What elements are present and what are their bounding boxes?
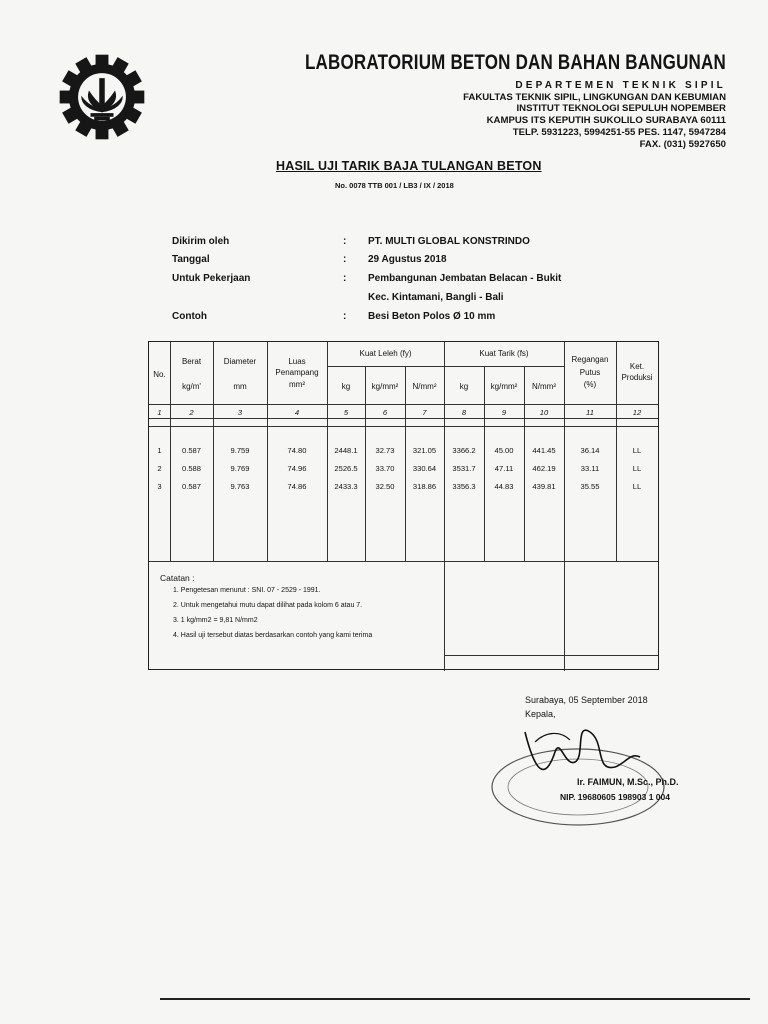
header-ket: Ket. (629, 362, 645, 371)
table-cell: 74.86 (287, 482, 307, 491)
header-berat: Berat (181, 357, 202, 366)
sender-label: Dikirim oleh (172, 236, 230, 247)
column-number: 6 (382, 408, 388, 417)
column-number: 5 (343, 408, 349, 417)
institute: INSTITUT TEKNOLOGI SEPULUH NOPEMBER (516, 103, 726, 114)
table-cell: 33.11 (580, 464, 600, 473)
header-tarik-nmm: N/mm² (532, 382, 556, 391)
header-regangan-unit: (%) (583, 380, 597, 389)
column-number: 9 (501, 408, 507, 417)
table-cell: 2 (157, 464, 162, 473)
colon: : (343, 273, 347, 284)
table-cell: LL (632, 482, 642, 491)
bottom-divider (160, 998, 750, 1000)
header-leleh-nmm: N/mm² (412, 382, 437, 391)
table-cell: 0.587 (181, 446, 201, 455)
column-number: 2 (189, 408, 194, 417)
note-4: 4. Hasil uji tersebut diatas berdasarkan contoh yang kami terima (173, 632, 373, 639)
table-cell: 439.81 (532, 482, 556, 491)
work-value-line2: Kec. Kintamani, Bangli - Bali (368, 292, 504, 303)
header-luas: Luas (288, 357, 306, 366)
header-diameter: Diameter (223, 357, 257, 366)
header-penampang: Penampang (275, 368, 319, 377)
table-cell: 2526.5 (334, 464, 358, 473)
telephone: TELP. 5931223, 5994251-55 PES. 1147, 5947284 (512, 127, 726, 138)
table-cell: 74.80 (287, 446, 307, 455)
header-produksi: Produksi (621, 373, 653, 382)
header-leleh-kg: kg (341, 382, 351, 391)
date-label: Tanggal (172, 254, 210, 265)
header-diameter-unit: mm (233, 382, 247, 391)
sample-label: Contoh (172, 311, 207, 322)
table-cell: LL (632, 464, 642, 473)
column-number: 1 (157, 408, 162, 417)
faculty: FAKULTAS TEKNIK SIPIL, LINGKUNGAN DAN KEBUMIAN (463, 92, 726, 103)
table-cell: 462.19 (532, 464, 556, 473)
column-number: 3 (237, 408, 243, 417)
header-tarik-kgmm: kg/mm² (490, 382, 518, 391)
sender-value: PT. MULTI GLOBAL KONSTRINDO (368, 236, 530, 247)
table-cell: 321.05 (412, 446, 437, 455)
report-title: HASIL UJI TARIK BAJA TULANGAN BETON (276, 159, 542, 173)
table-cell: 45.00 (494, 446, 514, 455)
header-leleh-kgmm: kg/mm² (371, 382, 399, 391)
column-number: 8 (461, 408, 467, 417)
table-cell: 2448.1 (334, 446, 358, 455)
header-kuat-tarik: Kuat Tarik (fs) (479, 349, 529, 358)
campus-address: KAMPUS ITS KEPUTIH SUKOLILO SURABAYA 60111 (486, 115, 726, 126)
table-cell: 3 (157, 482, 162, 491)
table-cell: 3356.3 (452, 482, 476, 491)
table-cell: 0.587 (181, 482, 201, 491)
header-luas-unit: mm² (289, 380, 305, 389)
department: DEPARTEMEN TEKNIK SIPIL (515, 80, 726, 91)
work-label: Untuk Pekerjaan (172, 273, 251, 284)
note-3: 3. 1 kg/mm2 = 9,81 N/mm2 (173, 617, 258, 624)
signer-name: Ir. FAIMUN, M.Sc., Ph.D. (577, 777, 679, 787)
signer-position: Kepala, (525, 709, 556, 719)
column-number: 7 (422, 408, 427, 417)
column-number: 12 (632, 408, 642, 417)
header-kuat-leleh: Kuat Leleh (fy) (359, 349, 412, 358)
table-cell: 330.64 (412, 464, 437, 473)
table-cell: 44.83 (494, 482, 514, 491)
table-cell: LL (632, 446, 642, 455)
table-cell: 3531.7 (452, 464, 476, 473)
colon: : (343, 236, 347, 247)
header-no: No. (153, 370, 166, 379)
table-cell: 0.588 (181, 464, 201, 473)
table-cell: 35.55 (580, 482, 600, 491)
table-cell: 9.759 (230, 446, 250, 455)
table-cell: 9.769 (230, 464, 250, 473)
signer-nip: NIP. 19680605 198903 1 004 (560, 792, 670, 802)
its-logo-icon (56, 51, 148, 143)
column-number: 10 (539, 408, 549, 417)
table-cell: 3366.2 (452, 446, 476, 455)
column-number: 4 (294, 408, 300, 417)
sample-value: Besi Beton Polos Ø 10 mm (368, 311, 496, 322)
table-cell: 318.86 (412, 482, 437, 491)
colon: : (343, 311, 347, 322)
table-cell: 2433.3 (334, 482, 358, 491)
note-2: 2. Untuk mengetahui mutu dapat dilihat pada kolom 6 atau 7. (173, 602, 363, 609)
header-berat-unit: kg/m' (182, 382, 201, 391)
column-number: 11 (586, 408, 594, 417)
results-table (148, 341, 659, 670)
note-1: 1. Pengetesan menurut : SNI. 07 - 2529 - 1991. (173, 587, 321, 594)
table-cell: 47.11 (494, 464, 514, 473)
place-date: Surabaya, 05 September 2018 (525, 695, 648, 705)
header-putus: Putus (579, 368, 601, 377)
notes-title: Catatan : (160, 573, 195, 583)
header-tarik-kg: kg (459, 382, 469, 391)
table-cell: 74.96 (287, 464, 307, 473)
date-value: 29 Agustus 2018 (368, 254, 447, 265)
lab-name: LABORATORIUM BETON DAN BAHAN BANGUNAN (304, 50, 726, 74)
fax: FAX. (031) 5927650 (639, 139, 726, 150)
colon: : (343, 254, 347, 265)
header-regangan: Regangan (571, 355, 609, 364)
work-value-line1: Pembangunan Jembatan Belacan - Bukit (368, 273, 562, 284)
table-cell: 33.70 (375, 464, 395, 473)
table-cell: 32.73 (375, 446, 395, 455)
report-number: No. 0078 TTB 001 / LB3 / IX / 2018 (335, 181, 454, 190)
table-cell: 36.14 (580, 446, 600, 455)
table-cell: 9.763 (230, 482, 250, 491)
table-cell: 1 (157, 446, 162, 455)
table-cell: 32.50 (375, 482, 395, 491)
table-cell: 441.45 (532, 446, 556, 455)
